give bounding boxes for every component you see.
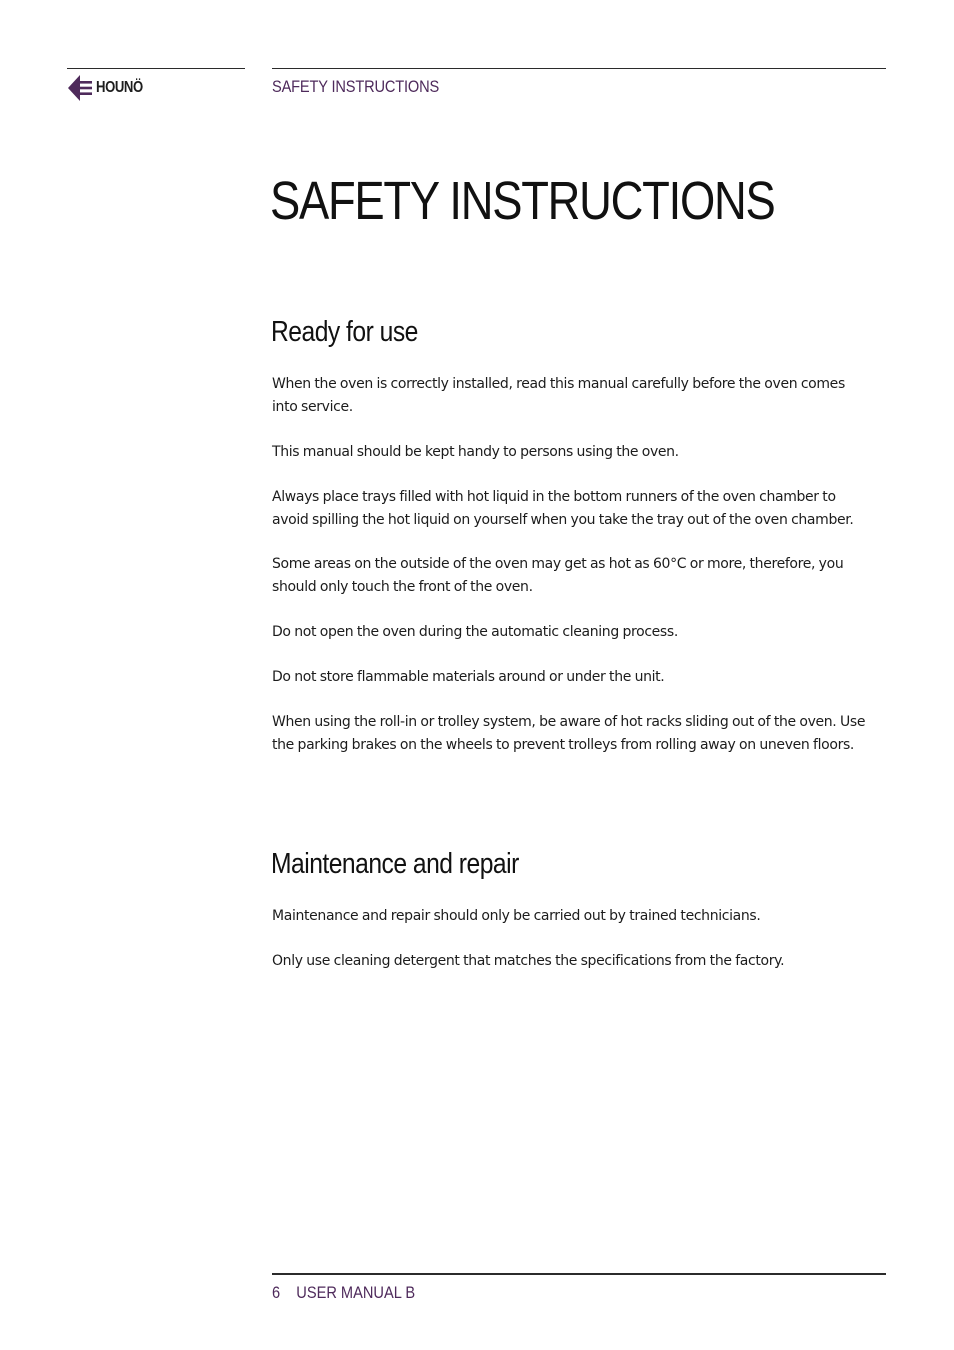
header-rule-right [272, 68, 886, 69]
paragraph: Do not store flammable materials around or under the unit. [272, 669, 665, 685]
paragraph: Some areas on the outside of the oven may get as hot as 60°C or more, therefore, you should only touch the front of the oven. [272, 556, 844, 595]
manual-label: USER MANUAL B [296, 1283, 416, 1302]
paragraph: Do not open the oven during the automatic cleaning process. [272, 624, 678, 640]
paragraph: Maintenance and repair should only be carried out by trained technicians. [272, 908, 761, 924]
header-rule-left [67, 68, 245, 69]
paragraph: Always place trays filled with hot liquid in the bottom runners of the oven chamber to avoid spilling the hot liquid on yourself when you take the tray out of the oven chamber. [272, 489, 854, 528]
section-heading-ready-for-use: Ready for use [271, 316, 418, 348]
page-number: 6 [272, 1283, 281, 1302]
logo-wordmark: HOUNÖ [96, 79, 143, 96]
brand-logo [67, 74, 153, 102]
section-heading-maintenance-and-repair: Maintenance and repair [271, 848, 519, 880]
page-title: SAFETY INSTRUCTIONS [270, 171, 775, 231]
running-head: SAFETY INSTRUCTIONS [272, 77, 440, 96]
hounö-logo-mark-icon [67, 74, 93, 102]
footer-rule [272, 1273, 886, 1275]
paragraph: When using the roll-in or trolley system, be aware of hot racks sliding out of the oven. Use the parking brakes on the wheels to prevent trolleys from rolling away on uneven floors. [272, 714, 866, 753]
paragraph: When the oven is correctly installed, read this manual carefully before the oven comes into service. [272, 376, 845, 415]
paragraph: Only use cleaning detergent that matches the specifications from the factory. [272, 953, 785, 969]
paragraph: This manual should be kept handy to persons using the oven. [272, 444, 679, 460]
footer [272, 1283, 415, 1303]
